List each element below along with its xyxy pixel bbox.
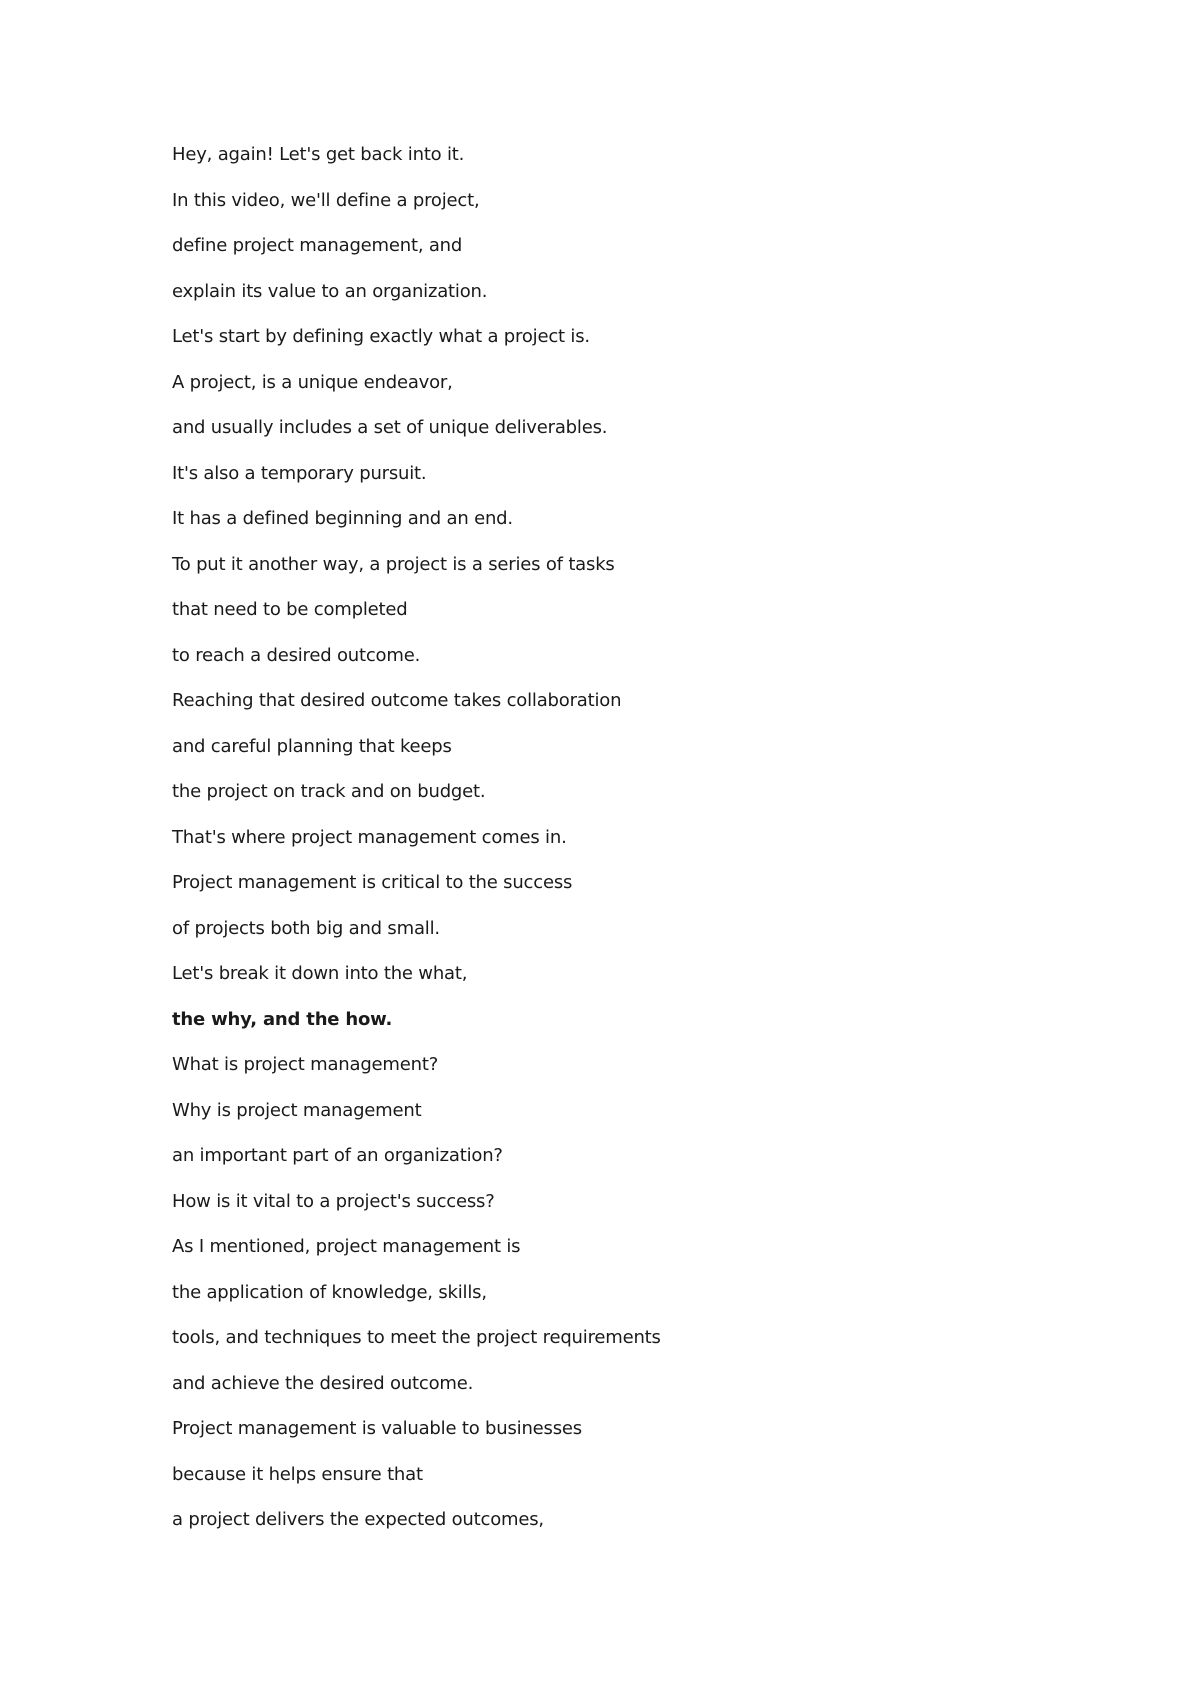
transcript-line: A project, is a unique endeavor, [172,371,453,393]
transcript-line: because it helps ensure that [172,1463,423,1485]
transcript-line: Project management is valuable to businesses [172,1418,582,1439]
transcript-line: and achieve the desired outcome. [172,1372,474,1394]
transcript-line: to reach a desired outcome. [172,644,421,666]
transcript-line: and careful planning that keeps [172,735,452,757]
transcript-line: and usually includes a set of unique deliverables. [172,417,608,438]
transcript-line: the project on track and on budget. [172,781,486,802]
transcript-line: that need to be completed [172,599,408,620]
transcript-line: Let's start by defining exactly what a project is. [172,326,590,347]
transcript-line: an important part of an organization? [172,1145,503,1166]
transcript-line: How is it vital to a project's success? [172,1190,495,1212]
transcript-line: It has a defined beginning and an end. [172,508,513,529]
transcript-line: tools, and techniques to meet the project requirements [172,1327,661,1348]
transcript-line: Hey, again! Let's get back into it. [172,144,465,165]
transcript-line: Reaching that desired outcome takes collaboration [172,690,622,711]
transcript-line: the why, and the how. [172,1008,393,1030]
transcript-line: explain its value to an organization. [172,280,488,302]
transcript-line: Let's break it down into the what, [172,963,468,984]
transcript-line: What is project management? [172,1054,439,1075]
transcript-line: That's where project management comes in. [172,826,567,848]
transcript-line: Project management is critical to the success [172,872,573,893]
transcript-line: define project management, and [172,235,463,256]
transcript-line: a project delivers the expected outcomes, [172,1509,544,1530]
transcript-line: As I mentioned, project management is [172,1236,521,1257]
transcript-line: To put it another way, a project is a series of tasks [172,553,615,575]
transcript-line: the application of knowledge, skills, [172,1281,487,1303]
transcript-line: Why is project management [172,1099,422,1121]
transcript-text [172,144,661,1555]
transcript-line: In this video, we'll define a project, [172,189,480,211]
transcript-line: It's also a temporary pursuit. [172,462,427,484]
transcript-line: of projects both big and small. [172,917,440,939]
